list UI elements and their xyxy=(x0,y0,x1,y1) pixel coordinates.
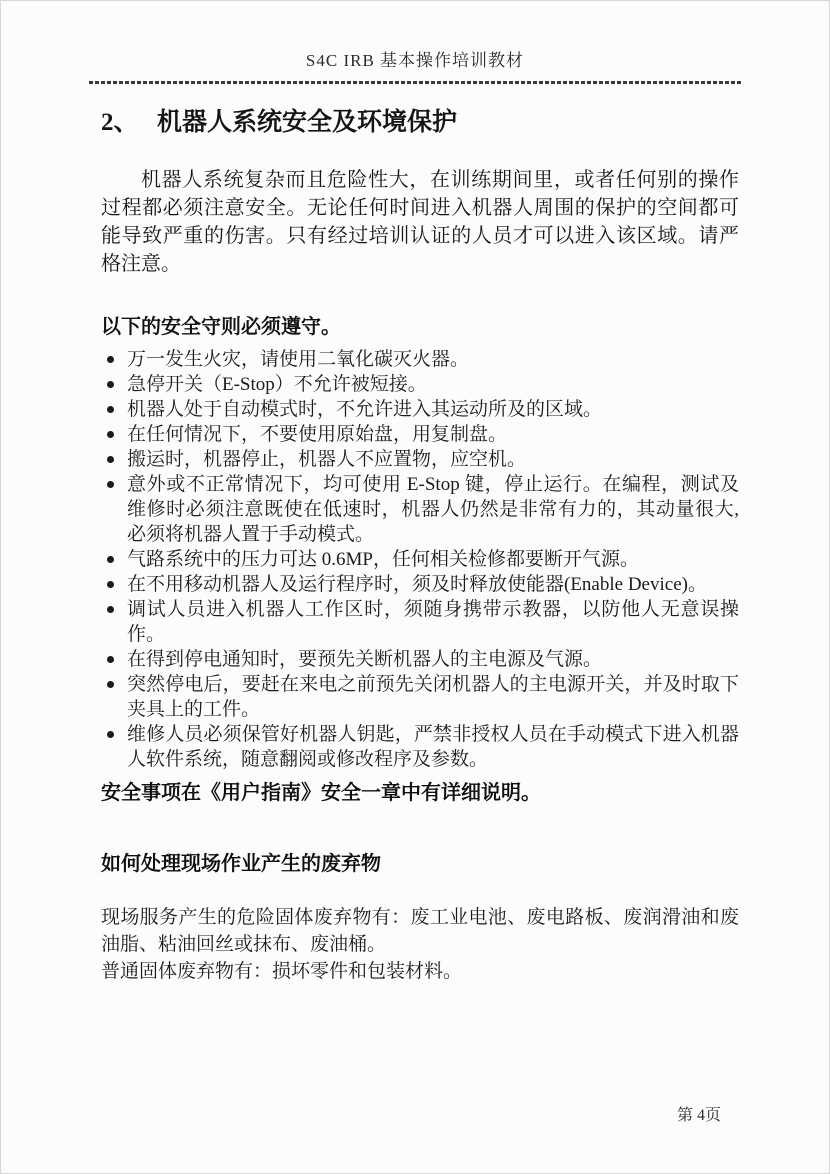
list-item: 意外或不正常情况下，均可使用 E-Stop 键，停止运行。在编程，测试及维修时必须注意既使在低速时，机器人仍然是非常有力的，其动量很大,必须将机器人置于手动模式。 xyxy=(101,472,739,547)
safety-rules-heading: 以下的安全守则必须遵守。 xyxy=(101,316,341,338)
list-item: 调试人员进入机器人工作区时，须随身携带示教器，以防他人无意误操作。 xyxy=(101,597,739,647)
section-title: 机器人系统安全及环境保护 xyxy=(157,109,458,136)
list-item: 机器人处于自动模式时，不允许进入其运动所及的区域。 xyxy=(101,397,739,422)
list-item: 突然停电后，要赶在来电之前预先关闭机器人的主电源开关，并及时取下夹具上的工件。 xyxy=(101,672,739,722)
header-divider xyxy=(89,81,741,84)
list-item: 在得到停电通知时，要预先关断机器人的主电源及气源。 xyxy=(101,647,739,672)
waste-section-body xyxy=(101,904,739,985)
intro-paragraph: 机器人系统复杂而且危险性大，在训练期间里，或者任何别的操作过程都必须注意安全。无论任何时间进入机器人周围的保护的空间都可能导致严重的伤害。只有经过培训认证的人员才可以进入该区域。请严格注意。 xyxy=(101,169,739,275)
section-number: 2、 xyxy=(101,109,139,136)
waste-line: 现场服务产生的危险固体废弃物有：废工业电池、废电路板、废润滑油和废油脂、粘油回丝或抹布、废油桶。 xyxy=(101,907,739,955)
list-item: 在不用移动机器人及运行程序时，须及时释放使能器(Enable Device)。 xyxy=(101,572,739,597)
list-item: 万一发生火灾，请使用二氧化碳灭火器。 xyxy=(101,347,739,372)
list-item: 搬运时，机器停止，机器人不应置物，应空机。 xyxy=(101,447,739,472)
waste-line: 普通固体废弃物有：损坏零件和包装材料。 xyxy=(101,961,463,982)
list-item: 气路系统中的压力可达 0.6MP，任何相关检修都要断开气源。 xyxy=(101,547,739,572)
list-item: 维修人员必须保管好机器人钥匙，严禁非授权人员在手动模式下进入机器人软件系统，随意翻阅或修改程序及参数。 xyxy=(101,722,739,772)
waste-section-heading: 如何处理现场作业产生的废弃物 xyxy=(101,853,381,875)
safety-reference-note: 安全事项在《用户指南》安全一章中有详细说明。 xyxy=(101,782,541,804)
page-number: 第 4页 xyxy=(676,1107,721,1124)
page-content xyxy=(1,102,829,985)
list-item: 急停开关（E-Stop）不允许被短接。 xyxy=(101,372,739,397)
section-heading xyxy=(101,102,739,138)
list-item: 在任何情况下，不要使用原始盘，用复制盘。 xyxy=(101,422,739,447)
document-header-title: S4C IRB 基本操作培训教材 xyxy=(305,51,525,70)
safety-rules-list xyxy=(101,347,739,772)
